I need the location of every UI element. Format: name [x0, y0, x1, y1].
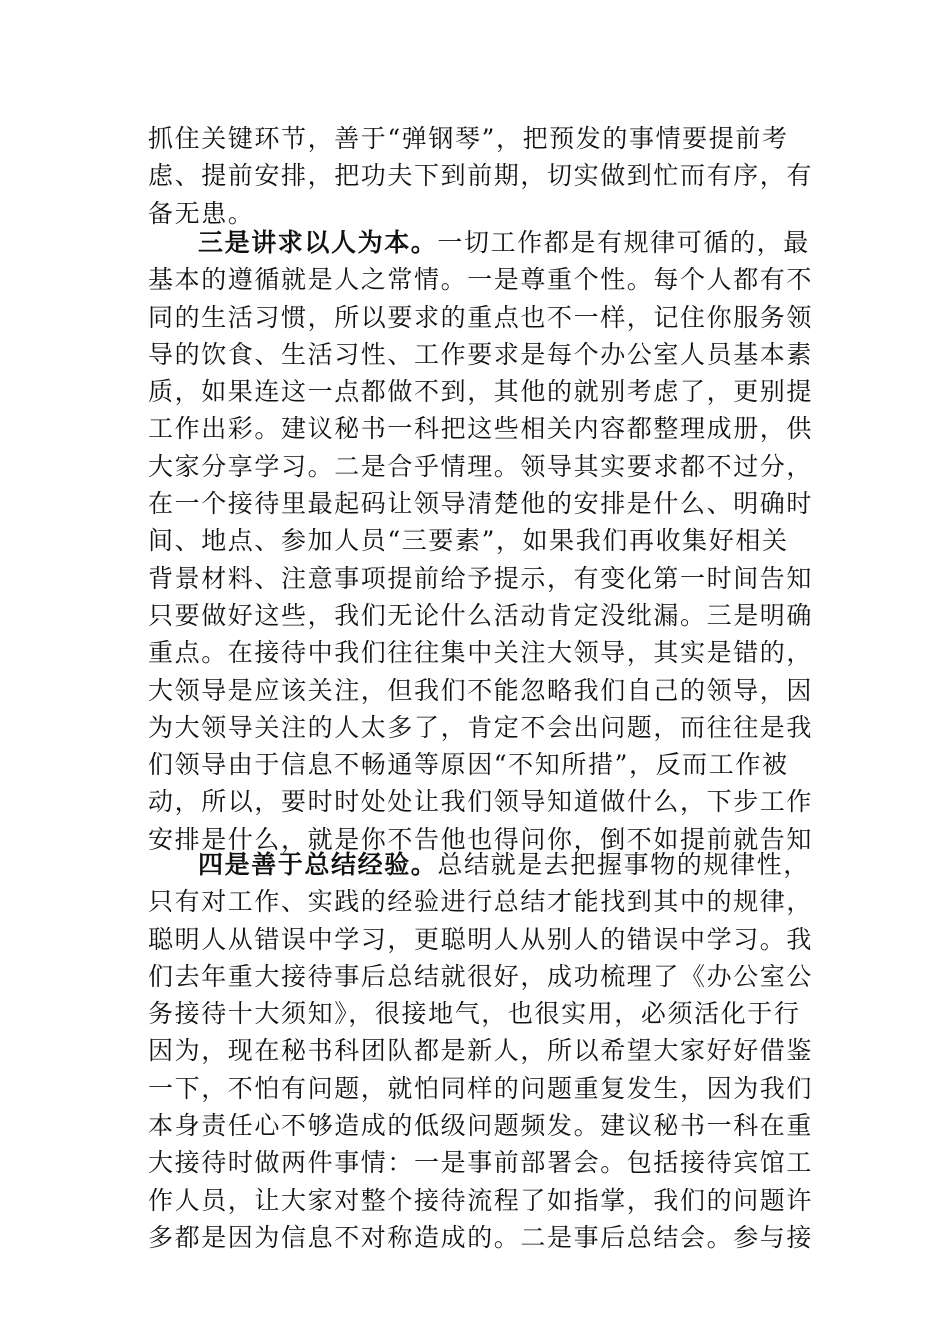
- text-line: 大接待时做两件事情：一是事前部署会。包括接待宾馆工: [148, 1148, 814, 1178]
- text-line: 导的饮食、生活习性、工作要求是每个办公室人员基本素: [148, 339, 814, 369]
- paragraph-first-line: [148, 224, 808, 261]
- text-line: 重点。在接待中我们往往集中关注大领导，其实是错的，: [148, 638, 814, 668]
- text-line: 只有对工作、实践的经验进行总结才能找到其中的规律，: [148, 887, 814, 917]
- text-line: 抓住关键环节，善于“弹钢琴”，把预发的事情要提前考: [148, 124, 789, 153]
- text-line: 一下，不怕有问题，就怕同样的问题重复发生，因为我们: [148, 1073, 814, 1103]
- text-line: 务接待十大须知》，很接地气，也很实用，必须活化于行: [148, 999, 801, 1029]
- paragraph-continuation: [148, 120, 814, 232]
- text-line: 只要做好这些，我们无论什么活动肯定没纰漏。三是明确: [148, 600, 814, 630]
- text-line: 安排是什么，就是你不告他也得问你，倒不如提前就告知: [148, 824, 814, 854]
- text-line: 在一个接待里最起码让领导清楚他的安排是什么、明确时: [148, 489, 814, 519]
- text-line: 多都是因为信息不对称造成的。二是事后总结会。参与接: [148, 1222, 814, 1252]
- text-line: 备无患。: [148, 198, 255, 228]
- text-line: 背景材料、注意事项提前给予提示，有变化第一时间告知: [148, 563, 814, 593]
- text-line: 作人员，让大家对整个接待流程了如指掌，我们的问题许: [148, 1185, 814, 1215]
- text-line: 因为，现在秘书科团队都是新人，所以希望大家好好借鉴: [148, 1036, 814, 1066]
- text-line: 质，如果连这一点都做不到，其他的就别考虑了，更别提: [148, 377, 814, 407]
- heading-continuation: 总结就是去把握事物的规律性，: [437, 850, 810, 879]
- text-line: 工作出彩。建议秘书一科把这些相关内容都整理成册，供: [148, 414, 814, 444]
- paragraph-first-line: [148, 846, 808, 883]
- paragraph-section-4: [148, 846, 814, 1256]
- section-heading: 三是讲求以人为本。: [198, 228, 438, 257]
- text-line: 聪明人从错误中学习，更聪明人从别人的错误中学习。我: [148, 924, 814, 954]
- heading-continuation: 一切工作都是有规律可循的，最: [437, 228, 810, 257]
- text-line: 们领导由于信息不畅通等原因“不知所措”，反而工作被: [148, 750, 789, 780]
- text-line: 们去年重大接待事后总结就很好，成功梳理了《办公室公: [148, 961, 814, 991]
- text-line: 虑、提前安排，把功夫下到前期，切实做到忙而有序，有: [148, 161, 814, 191]
- text-line: 为大领导关注的人太多了，肯定不会出问题，而往往是我: [148, 712, 814, 742]
- text-line: 间、地点、参加人员“三要素”，如果我们再收集好相关: [148, 526, 789, 556]
- text-line: 同的生活习惯，所以要求的重点也不一样，记住你服务领: [148, 302, 814, 332]
- paragraph-section-3: [148, 224, 814, 858]
- section-heading: 四是善于总结经验。: [198, 850, 438, 879]
- text-line: 大家分享学习。二是合乎情理。领导其实要求都不过分，: [148, 451, 814, 481]
- text-line: 动，所以，要时时处处让我们领导知道做什么，下步工作: [148, 787, 814, 817]
- text-line: 本身责任心不够造成的低级问题频发。建议秘书一科在重: [148, 1111, 814, 1141]
- text-line: 基本的遵循就是人之常情。一是尊重个性。每个人都有不: [148, 265, 814, 295]
- text-line: 大领导是应该关注，但我们不能忽略我们自己的领导，因: [148, 675, 814, 705]
